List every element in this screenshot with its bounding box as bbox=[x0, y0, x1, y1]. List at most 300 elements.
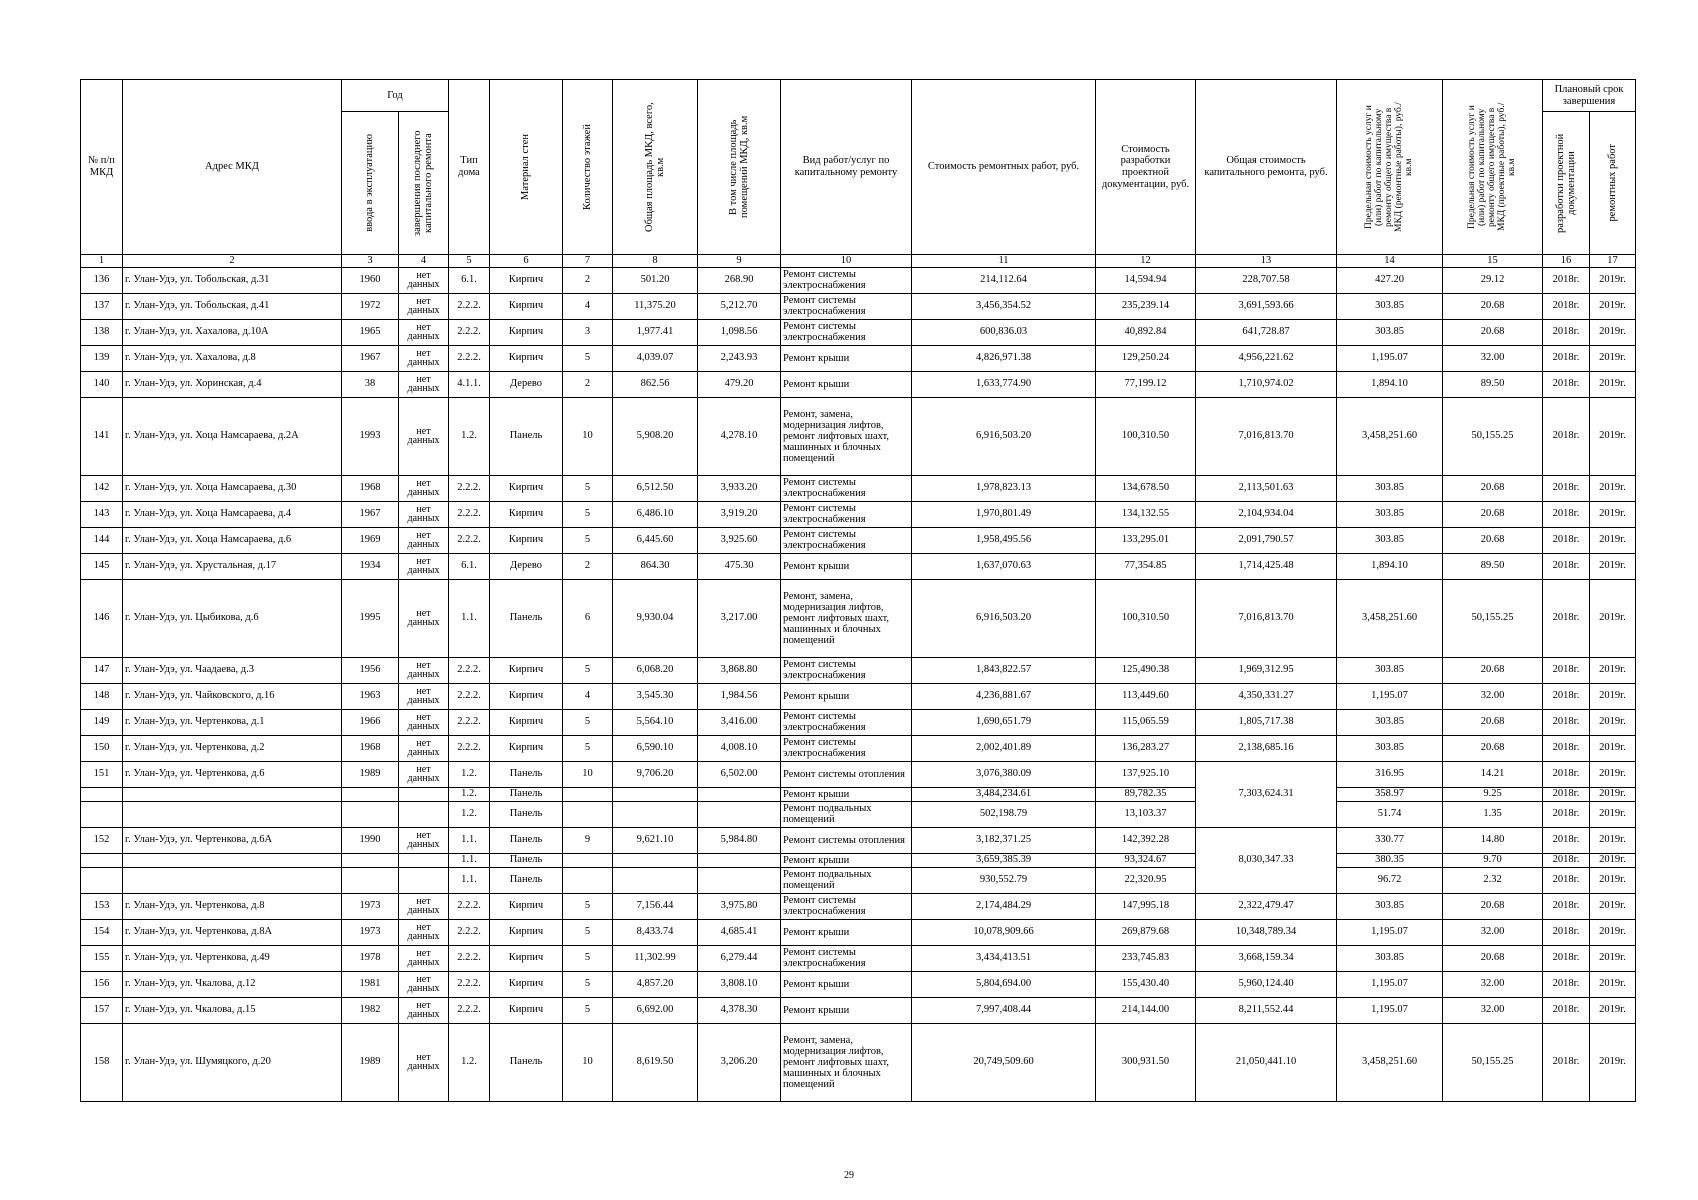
row-number: 152 bbox=[81, 827, 123, 853]
empty-cell bbox=[81, 787, 123, 801]
commission-year-cell: 1956 bbox=[342, 657, 399, 683]
repair-deadline-cell: 2019г. bbox=[1590, 501, 1636, 527]
wall-material-cell: Кирпич bbox=[490, 293, 563, 319]
last-repair-year-cell: нет данных bbox=[399, 319, 449, 345]
table-row bbox=[81, 787, 1636, 801]
repair-cost-cell: 10,078,909.66 bbox=[912, 919, 1096, 945]
design-cost-cell: 115,065.59 bbox=[1096, 709, 1196, 735]
total-cost-cell: 5,960,124.40 bbox=[1196, 971, 1337, 997]
limit-repair-cell: 303.85 bbox=[1337, 293, 1443, 319]
limit-design-cell: 20.68 bbox=[1443, 945, 1543, 971]
design-deadline-cell: 2018г. bbox=[1543, 397, 1590, 475]
table-row bbox=[81, 683, 1636, 709]
design-deadline-cell: 2018г. bbox=[1543, 853, 1590, 867]
floors-cell: 2 bbox=[563, 371, 613, 397]
design-cost-cell: 300,931.50 bbox=[1096, 1023, 1196, 1101]
total-cost-cell: 2,113,501.63 bbox=[1196, 475, 1337, 501]
column-number-cell: 13 bbox=[1196, 255, 1337, 268]
work-type-cell: Ремонт системы электроснабжения bbox=[781, 893, 912, 919]
commission-year-cell: 38 bbox=[342, 371, 399, 397]
work-type-cell: Ремонт системы электроснабжения bbox=[781, 267, 912, 293]
floors-cell: 2 bbox=[563, 553, 613, 579]
address-cell: г. Улан-Удэ, ул. Чкалова, д.12 bbox=[123, 971, 342, 997]
design-deadline-cell: 2018г. bbox=[1543, 893, 1590, 919]
limit-design-cell: 50,155.25 bbox=[1443, 397, 1543, 475]
house-type-cell: 2.2.2. bbox=[449, 945, 490, 971]
total-area-cell: 11,375.20 bbox=[613, 293, 698, 319]
work-type-cell: Ремонт системы электроснабжения bbox=[781, 709, 912, 735]
empty-cell bbox=[563, 787, 613, 801]
row-number: 146 bbox=[81, 579, 123, 657]
repair-deadline-cell: 2019г. bbox=[1590, 735, 1636, 761]
limit-repair-cell: 427.20 bbox=[1337, 267, 1443, 293]
wall-material-cell: Панель bbox=[490, 827, 563, 853]
floors-cell: 5 bbox=[563, 893, 613, 919]
table-row bbox=[81, 319, 1636, 345]
repair-cost-cell: 1,637,070.63 bbox=[912, 553, 1096, 579]
repair-cost-cell: 502,198.79 bbox=[912, 801, 1096, 827]
total-area-cell: 9,930.04 bbox=[613, 579, 698, 657]
floors-cell: 3 bbox=[563, 319, 613, 345]
limit-repair-cell: 1,894.10 bbox=[1337, 371, 1443, 397]
wall-material-cell: Кирпич bbox=[490, 971, 563, 997]
row-number: 137 bbox=[81, 293, 123, 319]
design-deadline-cell: 2018г. bbox=[1543, 501, 1590, 527]
repair-deadline-cell: 2019г. bbox=[1590, 761, 1636, 787]
wall-material-cell: Кирпич bbox=[490, 319, 563, 345]
repair-cost-cell: 20,749,509.60 bbox=[912, 1023, 1096, 1101]
work-type-cell: Ремонт системы электроснабжения bbox=[781, 475, 912, 501]
row-number: 149 bbox=[81, 709, 123, 735]
repair-cost-cell: 1,958,495.56 bbox=[912, 527, 1096, 553]
house-type-cell: 2.2.2. bbox=[449, 997, 490, 1023]
design-cost-cell: 155,430.40 bbox=[1096, 971, 1196, 997]
wall-material-cell: Кирпич bbox=[490, 501, 563, 527]
row-number: 140 bbox=[81, 371, 123, 397]
design-deadline-cell: 2018г. bbox=[1543, 1023, 1590, 1101]
row-number: 153 bbox=[81, 893, 123, 919]
address-cell: г. Улан-Удэ, ул. Хоринская, д.4 bbox=[123, 371, 342, 397]
premises-area-cell: 1,984.56 bbox=[698, 683, 781, 709]
house-type-cell: 1.2. bbox=[449, 397, 490, 475]
header-wall-material: Материал стен bbox=[490, 80, 563, 255]
total-cost-cell: 10,348,789.34 bbox=[1196, 919, 1337, 945]
house-type-cell: 2.2.2. bbox=[449, 919, 490, 945]
work-type-cell: Ремонт системы электроснабжения bbox=[781, 501, 912, 527]
limit-design-cell: 32.00 bbox=[1443, 345, 1543, 371]
commission-year-cell: 1990 bbox=[342, 827, 399, 853]
limit-repair-cell: 330.77 bbox=[1337, 827, 1443, 853]
empty-cell bbox=[563, 853, 613, 867]
header-house-type: Тип дома bbox=[449, 80, 490, 255]
total-cost-cell: 1,969,312.95 bbox=[1196, 657, 1337, 683]
commission-year-cell: 1993 bbox=[342, 397, 399, 475]
premises-area-cell: 475.30 bbox=[698, 553, 781, 579]
repair-deadline-cell: 2019г. bbox=[1590, 657, 1636, 683]
repair-cost-cell: 6,916,503.20 bbox=[912, 579, 1096, 657]
row-number: 145 bbox=[81, 553, 123, 579]
wall-material-cell: Кирпич bbox=[490, 527, 563, 553]
limit-repair-cell: 96.72 bbox=[1337, 867, 1443, 893]
header-premises-area: В том числе площадь помещений МКД, кв.м bbox=[698, 80, 781, 255]
premises-area-cell: 5,212.70 bbox=[698, 293, 781, 319]
premises-area-cell: 3,933.20 bbox=[698, 475, 781, 501]
total-area-cell: 7,156.44 bbox=[613, 893, 698, 919]
total-cost-cell: 3,691,593.66 bbox=[1196, 293, 1337, 319]
design-deadline-cell: 2018г. bbox=[1543, 787, 1590, 801]
floors-cell: 4 bbox=[563, 293, 613, 319]
commission-year-cell: 1995 bbox=[342, 579, 399, 657]
row-number: 138 bbox=[81, 319, 123, 345]
total-area-cell: 9,621.10 bbox=[613, 827, 698, 853]
limit-design-cell: 32.00 bbox=[1443, 997, 1543, 1023]
repair-deadline-cell: 2019г. bbox=[1590, 893, 1636, 919]
house-type-cell: 1.2. bbox=[449, 761, 490, 787]
limit-repair-cell: 303.85 bbox=[1337, 945, 1443, 971]
limit-design-cell: 20.68 bbox=[1443, 293, 1543, 319]
house-type-cell: 2.2.2. bbox=[449, 293, 490, 319]
design-cost-cell: 147,995.18 bbox=[1096, 893, 1196, 919]
last-repair-year-cell: нет данных bbox=[399, 893, 449, 919]
premises-area-cell: 1,098.56 bbox=[698, 319, 781, 345]
table-row bbox=[81, 371, 1636, 397]
last-repair-year-cell: нет данных bbox=[399, 397, 449, 475]
premises-area-cell: 2,243.93 bbox=[698, 345, 781, 371]
table-row bbox=[81, 709, 1636, 735]
header-mkd-number: № п/п МКД bbox=[81, 80, 123, 255]
empty-cell bbox=[399, 853, 449, 867]
repair-plan-table bbox=[80, 79, 1636, 1102]
header-last-repair-year: завершения последнего капитального ремонта bbox=[399, 112, 449, 255]
last-repair-year-cell: нет данных bbox=[399, 945, 449, 971]
design-deadline-cell: 2018г. bbox=[1543, 801, 1590, 827]
last-repair-year-cell: нет данных bbox=[399, 345, 449, 371]
design-cost-cell: 89,782.35 bbox=[1096, 787, 1196, 801]
house-type-cell: 2.2.2. bbox=[449, 709, 490, 735]
house-type-cell: 1.1. bbox=[449, 853, 490, 867]
total-cost-cell: 2,138,685.16 bbox=[1196, 735, 1337, 761]
address-cell: г. Улан-Удэ, ул. Цыбикова, д.6 bbox=[123, 579, 342, 657]
last-repair-year-cell: нет данных bbox=[399, 657, 449, 683]
repair-deadline-cell: 2019г. bbox=[1590, 683, 1636, 709]
design-deadline-cell: 2018г. bbox=[1543, 475, 1590, 501]
work-type-cell: Ремонт крыши bbox=[781, 371, 912, 397]
address-cell: г. Улан-Удэ, ул. Чертенкова, д.49 bbox=[123, 945, 342, 971]
repair-deadline-cell: 2019г. bbox=[1590, 709, 1636, 735]
limit-design-cell: 20.68 bbox=[1443, 475, 1543, 501]
repair-deadline-cell: 2019г. bbox=[1590, 971, 1636, 997]
limit-design-cell: 32.00 bbox=[1443, 683, 1543, 709]
total-cost-cell: 8,030,347.33 bbox=[1196, 827, 1337, 893]
total-area-cell: 5,908.20 bbox=[613, 397, 698, 475]
repair-cost-cell: 930,552.79 bbox=[912, 867, 1096, 893]
premises-area-cell: 3,868.80 bbox=[698, 657, 781, 683]
house-type-cell: 1.1. bbox=[449, 867, 490, 893]
design-deadline-cell: 2018г. bbox=[1543, 579, 1590, 657]
work-type-cell: Ремонт крыши bbox=[781, 971, 912, 997]
repair-deadline-cell: 2019г. bbox=[1590, 919, 1636, 945]
row-number: 155 bbox=[81, 945, 123, 971]
table-row bbox=[81, 893, 1636, 919]
limit-repair-cell: 1,195.07 bbox=[1337, 997, 1443, 1023]
repair-deadline-cell: 2019г. bbox=[1590, 1023, 1636, 1101]
table-row bbox=[81, 853, 1636, 867]
limit-design-cell: 20.68 bbox=[1443, 709, 1543, 735]
repair-deadline-cell: 2019г. bbox=[1590, 345, 1636, 371]
design-deadline-cell: 2018г. bbox=[1543, 997, 1590, 1023]
total-cost-cell: 1,805,717.38 bbox=[1196, 709, 1337, 735]
total-cost-cell: 7,016,813.70 bbox=[1196, 579, 1337, 657]
total-area-cell: 862.56 bbox=[613, 371, 698, 397]
table-row bbox=[81, 553, 1636, 579]
limit-repair-cell: 51.74 bbox=[1337, 801, 1443, 827]
floors-cell: 5 bbox=[563, 501, 613, 527]
address-cell: г. Улан-Удэ, ул. Чертенкова, д.1 bbox=[123, 709, 342, 735]
design-cost-cell: 136,283.27 bbox=[1096, 735, 1196, 761]
row-number: 136 bbox=[81, 267, 123, 293]
table-row bbox=[81, 397, 1636, 475]
limit-design-cell: 9.70 bbox=[1443, 853, 1543, 867]
total-area-cell: 11,302.99 bbox=[613, 945, 698, 971]
table-row bbox=[81, 827, 1636, 853]
repair-deadline-cell: 2019г. bbox=[1590, 371, 1636, 397]
design-deadline-cell: 2018г. bbox=[1543, 827, 1590, 853]
wall-material-cell: Панель bbox=[490, 397, 563, 475]
row-number: 150 bbox=[81, 735, 123, 761]
limit-design-cell: 29.12 bbox=[1443, 267, 1543, 293]
repair-deadline-cell: 2019г. bbox=[1590, 945, 1636, 971]
design-deadline-cell: 2018г. bbox=[1543, 293, 1590, 319]
wall-material-cell: Кирпич bbox=[490, 267, 563, 293]
repair-cost-cell: 1,978,823.13 bbox=[912, 475, 1096, 501]
last-repair-year-cell: нет данных bbox=[399, 997, 449, 1023]
repair-cost-cell: 2,002,401.89 bbox=[912, 735, 1096, 761]
table-row bbox=[81, 919, 1636, 945]
premises-area-cell: 3,919.20 bbox=[698, 501, 781, 527]
premises-area-cell: 3,975.80 bbox=[698, 893, 781, 919]
design-cost-cell: 134,678.50 bbox=[1096, 475, 1196, 501]
limit-repair-cell: 1,195.07 bbox=[1337, 683, 1443, 709]
last-repair-year-cell: нет данных bbox=[399, 761, 449, 787]
empty-cell bbox=[81, 867, 123, 893]
empty-cell bbox=[613, 801, 698, 827]
header-limit-repair: Предельная стоимость услуг и (или) работ по капитальному ремонту общего имущества в МКД (ремонтные работы), руб./кв.м bbox=[1337, 80, 1443, 255]
limit-design-cell: 20.68 bbox=[1443, 657, 1543, 683]
row-number: 147 bbox=[81, 657, 123, 683]
design-deadline-cell: 2018г. bbox=[1543, 971, 1590, 997]
total-area-cell: 6,486.10 bbox=[613, 501, 698, 527]
limit-design-cell: 14.80 bbox=[1443, 827, 1543, 853]
premises-area-cell: 4,278.10 bbox=[698, 397, 781, 475]
commission-year-cell: 1968 bbox=[342, 735, 399, 761]
wall-material-cell: Кирпич bbox=[490, 997, 563, 1023]
address-cell: г. Улан-Удэ, ул. Хоца Намсараева, д.4 bbox=[123, 501, 342, 527]
repair-cost-cell: 7,997,408.44 bbox=[912, 997, 1096, 1023]
total-cost-cell: 4,956,221.62 bbox=[1196, 345, 1337, 371]
total-area-cell: 4,039.07 bbox=[613, 345, 698, 371]
limit-design-cell: 32.00 bbox=[1443, 971, 1543, 997]
address-cell: г. Улан-Удэ, ул. Шумяцкого, д.20 bbox=[123, 1023, 342, 1101]
total-cost-cell: 3,668,159.34 bbox=[1196, 945, 1337, 971]
address-cell: г. Улан-Удэ, ул. Тобольская, д.31 bbox=[123, 267, 342, 293]
repair-deadline-cell: 2019г. bbox=[1590, 853, 1636, 867]
address-cell: г. Улан-Удэ, ул. Чертенкова, д.8А bbox=[123, 919, 342, 945]
design-cost-cell: 134,132.55 bbox=[1096, 501, 1196, 527]
house-type-cell: 2.2.2. bbox=[449, 971, 490, 997]
total-cost-cell: 7,303,624.31 bbox=[1196, 761, 1337, 827]
repair-deadline-cell: 2019г. bbox=[1590, 397, 1636, 475]
design-cost-cell: 233,745.83 bbox=[1096, 945, 1196, 971]
commission-year-cell: 1978 bbox=[342, 945, 399, 971]
column-number-cell: 16 bbox=[1543, 255, 1590, 268]
repair-cost-cell: 1,690,651.79 bbox=[912, 709, 1096, 735]
repair-cost-cell: 600,836.03 bbox=[912, 319, 1096, 345]
house-type-cell: 2.2.2. bbox=[449, 735, 490, 761]
header-plan-deadline: Плановый срок завершения bbox=[1543, 80, 1636, 112]
design-cost-cell: 113,449.60 bbox=[1096, 683, 1196, 709]
wall-material-cell: Кирпич bbox=[490, 709, 563, 735]
limit-repair-cell: 1,195.07 bbox=[1337, 919, 1443, 945]
limit-design-cell: 20.68 bbox=[1443, 527, 1543, 553]
address-cell: г. Улан-Удэ, ул. Хахалова, д.10А bbox=[123, 319, 342, 345]
address-cell: г. Улан-Удэ, ул. Хоца Намсараева, д.30 bbox=[123, 475, 342, 501]
repair-plan-sheet bbox=[80, 79, 1635, 1102]
row-number: 143 bbox=[81, 501, 123, 527]
address-cell: г. Улан-Удэ, ул. Хахалова, д.8 bbox=[123, 345, 342, 371]
row-number: 151 bbox=[81, 761, 123, 787]
last-repair-year-cell: нет данных bbox=[399, 579, 449, 657]
last-repair-year-cell: нет данных bbox=[399, 735, 449, 761]
design-deadline-cell: 2018г. bbox=[1543, 683, 1590, 709]
house-type-cell: 1.2. bbox=[449, 801, 490, 827]
limit-repair-cell: 303.85 bbox=[1337, 501, 1443, 527]
total-area-cell: 8,433.74 bbox=[613, 919, 698, 945]
address-cell: г. Улан-Удэ, ул. Чайковского, д.16 bbox=[123, 683, 342, 709]
design-cost-cell: 14,594.94 bbox=[1096, 267, 1196, 293]
design-deadline-cell: 2018г. bbox=[1543, 553, 1590, 579]
limit-repair-cell: 1,195.07 bbox=[1337, 971, 1443, 997]
header-limit-design: Предельная стоимость услуг и (или) работ по капитальному ремонту общего имущества в МКД (проектные работы), руб./кв.м bbox=[1443, 80, 1543, 255]
limit-repair-cell: 303.85 bbox=[1337, 709, 1443, 735]
repair-cost-cell: 6,916,503.20 bbox=[912, 397, 1096, 475]
wall-material-cell: Кирпич bbox=[490, 475, 563, 501]
design-cost-cell: 100,310.50 bbox=[1096, 579, 1196, 657]
limit-design-cell: 20.68 bbox=[1443, 893, 1543, 919]
design-deadline-cell: 2018г. bbox=[1543, 319, 1590, 345]
house-type-cell: 1.2. bbox=[449, 1023, 490, 1101]
design-deadline-cell: 2018г. bbox=[1543, 735, 1590, 761]
floors-cell: 5 bbox=[563, 997, 613, 1023]
premises-area-cell: 3,808.10 bbox=[698, 971, 781, 997]
wall-material-cell: Панель bbox=[490, 787, 563, 801]
column-number-cell: 14 bbox=[1337, 255, 1443, 268]
commission-year-cell: 1981 bbox=[342, 971, 399, 997]
floors-cell: 10 bbox=[563, 761, 613, 787]
work-type-cell: Ремонт крыши bbox=[781, 553, 912, 579]
empty-cell bbox=[123, 867, 342, 893]
floors-cell: 5 bbox=[563, 971, 613, 997]
empty-cell bbox=[342, 867, 399, 893]
commission-year-cell: 1968 bbox=[342, 475, 399, 501]
total-area-cell: 5,564.10 bbox=[613, 709, 698, 735]
design-cost-cell: 40,892.84 bbox=[1096, 319, 1196, 345]
limit-design-cell: 20.68 bbox=[1443, 501, 1543, 527]
limit-design-cell: 50,155.25 bbox=[1443, 1023, 1543, 1101]
total-cost-cell: 7,016,813.70 bbox=[1196, 397, 1337, 475]
house-type-cell: 2.2.2. bbox=[449, 893, 490, 919]
work-type-cell: Ремонт системы электроснабжения bbox=[781, 657, 912, 683]
floors-cell: 5 bbox=[563, 919, 613, 945]
empty-cell bbox=[563, 801, 613, 827]
total-cost-cell: 8,211,552.44 bbox=[1196, 997, 1337, 1023]
floors-cell: 10 bbox=[563, 397, 613, 475]
floors-cell: 9 bbox=[563, 827, 613, 853]
column-number-cell: 10 bbox=[781, 255, 912, 268]
last-repair-year-cell: нет данных bbox=[399, 553, 449, 579]
address-cell: г. Улан-Удэ, ул. Чертенкова, д.2 bbox=[123, 735, 342, 761]
empty-cell bbox=[698, 853, 781, 867]
address-cell: г. Улан-Удэ, ул. Чертенкова, д.6 bbox=[123, 761, 342, 787]
design-cost-cell: 269,879.68 bbox=[1096, 919, 1196, 945]
empty-cell bbox=[613, 867, 698, 893]
empty-cell bbox=[123, 853, 342, 867]
column-number-cell: 1 bbox=[81, 255, 123, 268]
last-repair-year-cell: нет данных bbox=[399, 475, 449, 501]
column-number-cell: 4 bbox=[399, 255, 449, 268]
empty-cell bbox=[123, 801, 342, 827]
limit-repair-cell: 3,458,251.60 bbox=[1337, 397, 1443, 475]
design-deadline-cell: 2018г. bbox=[1543, 709, 1590, 735]
empty-cell bbox=[698, 787, 781, 801]
last-repair-year-cell: нет данных bbox=[399, 371, 449, 397]
design-cost-cell: 100,310.50 bbox=[1096, 397, 1196, 475]
commission-year-cell: 1963 bbox=[342, 683, 399, 709]
commission-year-cell: 1989 bbox=[342, 1023, 399, 1101]
commission-year-cell: 1973 bbox=[342, 893, 399, 919]
total-cost-cell: 1,710,974.02 bbox=[1196, 371, 1337, 397]
design-cost-cell: 77,354.85 bbox=[1096, 553, 1196, 579]
repair-deadline-cell: 2019г. bbox=[1590, 553, 1636, 579]
last-repair-year-cell: нет данных bbox=[399, 683, 449, 709]
total-area-cell: 4,857.20 bbox=[613, 971, 698, 997]
column-number-cell: 12 bbox=[1096, 255, 1196, 268]
header-repair-deadline: ремонтных работ bbox=[1590, 112, 1636, 255]
repair-cost-cell: 3,434,413.51 bbox=[912, 945, 1096, 971]
repair-cost-cell: 4,236,881.67 bbox=[912, 683, 1096, 709]
house-type-cell: 6.1. bbox=[449, 553, 490, 579]
repair-deadline-cell: 2019г. bbox=[1590, 267, 1636, 293]
limit-repair-cell: 1,894.10 bbox=[1337, 553, 1443, 579]
total-cost-cell: 641,728.87 bbox=[1196, 319, 1337, 345]
floors-cell: 5 bbox=[563, 735, 613, 761]
wall-material-cell: Панель bbox=[490, 1023, 563, 1101]
floors-cell: 5 bbox=[563, 657, 613, 683]
premises-area-cell: 3,925.60 bbox=[698, 527, 781, 553]
wall-material-cell: Кирпич bbox=[490, 945, 563, 971]
total-area-cell: 864.30 bbox=[613, 553, 698, 579]
repair-cost-cell: 2,174,484.29 bbox=[912, 893, 1096, 919]
column-number-row bbox=[81, 255, 1636, 268]
design-deadline-cell: 2018г. bbox=[1543, 267, 1590, 293]
total-cost-cell: 4,350,331.27 bbox=[1196, 683, 1337, 709]
last-repair-year-cell: нет данных bbox=[399, 827, 449, 853]
wall-material-cell: Кирпич bbox=[490, 919, 563, 945]
commission-year-cell: 1960 bbox=[342, 267, 399, 293]
header-address: Адрес МКД bbox=[123, 80, 342, 255]
floors-cell: 10 bbox=[563, 1023, 613, 1101]
table-row bbox=[81, 527, 1636, 553]
total-area-cell: 9,706.20 bbox=[613, 761, 698, 787]
